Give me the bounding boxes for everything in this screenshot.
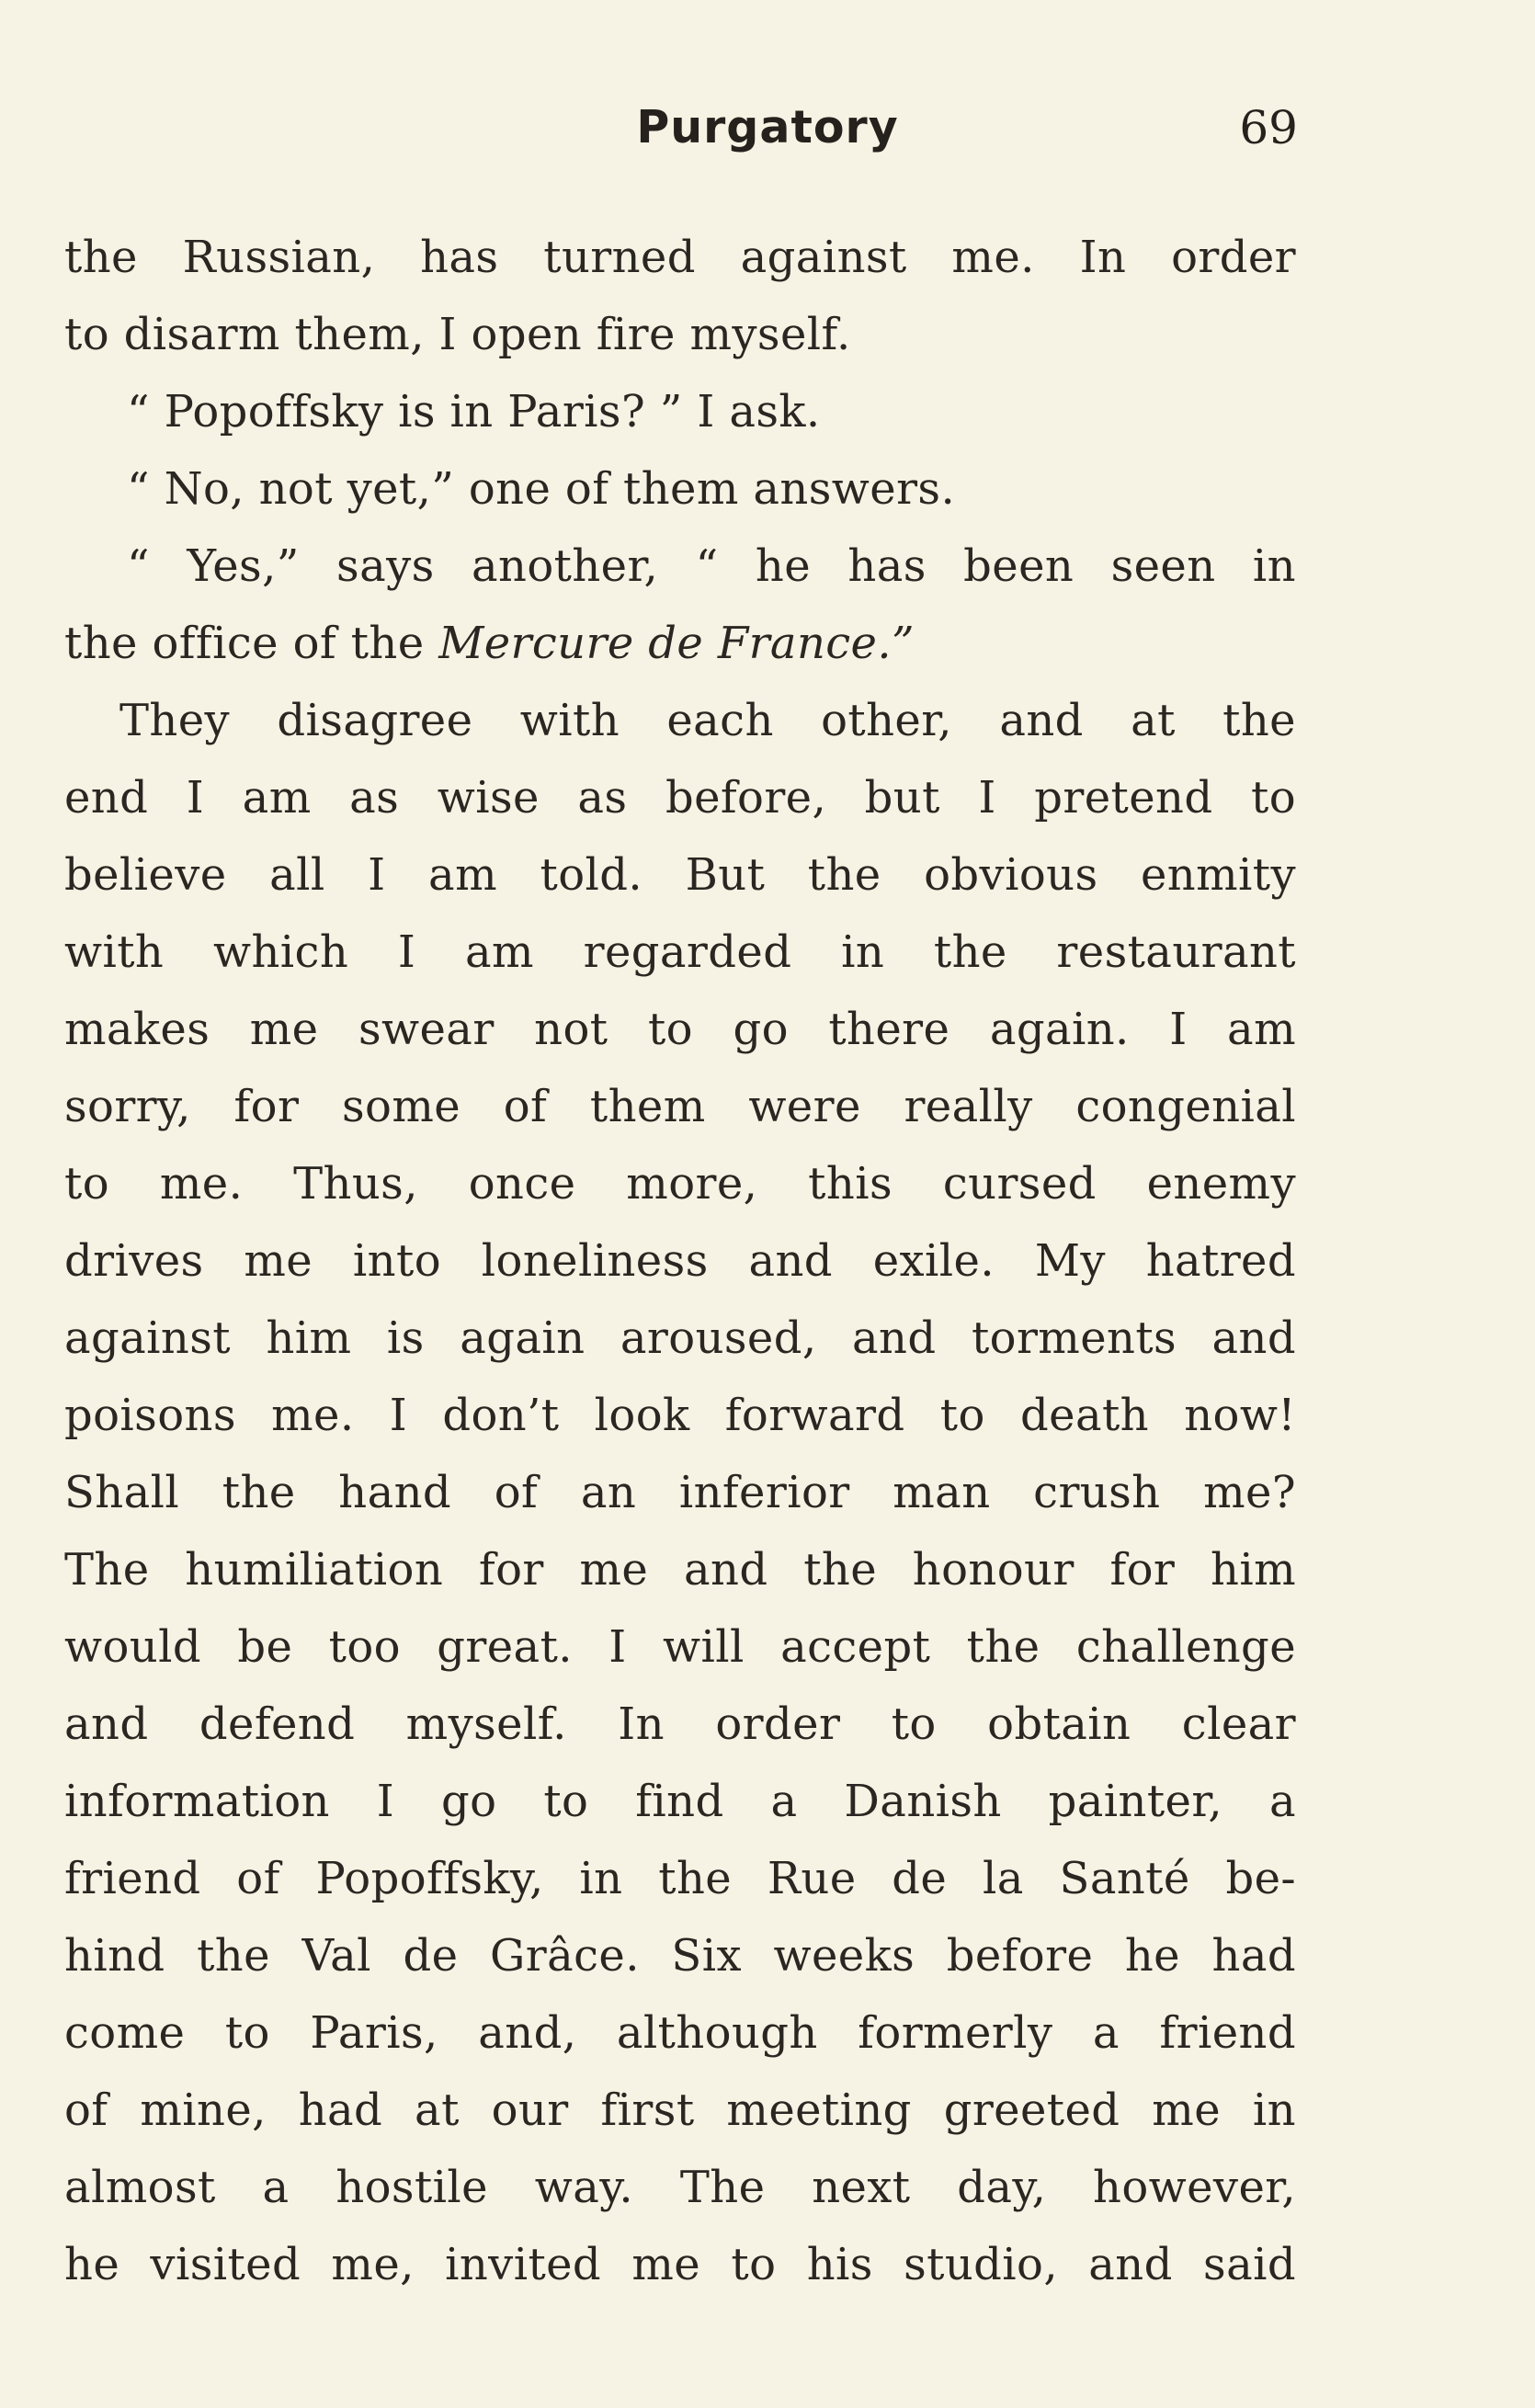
text-line: information I go to find a Danish painter, a bbox=[64, 1776, 1296, 1827]
body-text bbox=[64, 219, 1296, 2303]
text-line: end I am as wise as before, but I pretend to bbox=[64, 772, 1296, 823]
text-line: against him is again aroused, and torments and bbox=[64, 1312, 1296, 1364]
text-line: the Russian, has turned against me. In order bbox=[64, 232, 1296, 283]
text-line: “ No, not yet,” one of them answers. bbox=[127, 463, 956, 515]
text-line: drives me into loneliness and exile. My hatred bbox=[64, 1235, 1296, 1287]
text-line: to disarm them, I open fire myself. bbox=[64, 309, 851, 360]
text-line: The humiliation for me and the honour for him bbox=[64, 1544, 1296, 1596]
text-line: poisons me. I don’t look forward to death now! bbox=[64, 1390, 1296, 1441]
text-line: come to Paris, and, although formerly a friend bbox=[64, 2007, 1296, 2059]
text-segment: the office of the bbox=[64, 618, 439, 669]
text-line: he visited me, invited me to his studio, and said bbox=[64, 2239, 1296, 2290]
text-line: almost a hostile way. The next day, however, bbox=[64, 2162, 1296, 2213]
text-line: hind the Val de Grâce. Six weeks before he had bbox=[64, 1930, 1296, 1982]
running-title: Purgatory bbox=[636, 101, 899, 153]
page-number: 69 bbox=[1239, 101, 1298, 154]
text-line: to me. Thus, once more, this cursed enemy bbox=[64, 1158, 1296, 1210]
text-line bbox=[64, 605, 1296, 682]
text-line: would be too great. I will accept the challenge bbox=[64, 1621, 1296, 1673]
text-line: sorry, for some of them were really congenial bbox=[64, 1081, 1296, 1132]
text-line: believe all I am told. But the obvious enmity bbox=[64, 849, 1296, 901]
running-head bbox=[0, 101, 1535, 156]
text-line: friend of Popoffsky, in the Rue de la Santé be- bbox=[64, 1853, 1296, 1904]
italic-title: Mercure de France.” bbox=[438, 618, 915, 669]
text-line: of mine, had at our first meeting greeted me in bbox=[64, 2084, 1296, 2136]
text-line: They disagree with each other, and at the bbox=[119, 695, 1296, 746]
text-line: “ Yes,” says another, “ he has been seen in bbox=[127, 540, 1296, 592]
text-line: makes me swear not to go there again. I am bbox=[64, 1004, 1296, 1055]
text-line: Shall the hand of an inferior man crush me? bbox=[64, 1467, 1296, 1518]
text-line: with which I am regarded in the restaurant bbox=[64, 926, 1296, 978]
text-line: and defend myself. In order to obtain clear bbox=[64, 1698, 1296, 1750]
text-line: “ Popoffsky is in Paris? ” I ask. bbox=[127, 386, 821, 437]
